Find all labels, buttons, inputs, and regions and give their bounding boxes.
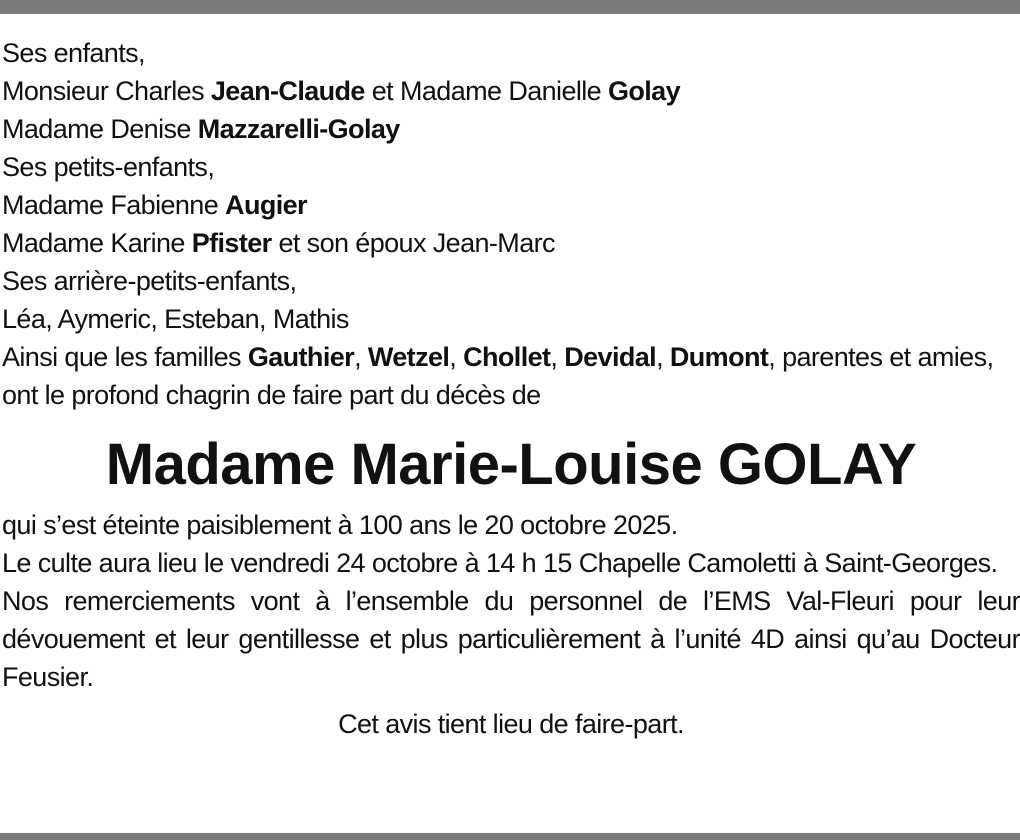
- grandchildren-heading: Ses petits-enfants,: [2, 152, 215, 182]
- families-prefix: Ainsi que les familles: [2, 342, 241, 372]
- great-grandchildren-names: Léa, Aymeric, Esteban, Mathis: [2, 304, 349, 334]
- child1-surname: Jean-Claude: [210, 76, 365, 106]
- grandchild2-prefix: Madame Karine: [2, 228, 185, 258]
- family-name: Wetzel: [367, 342, 450, 372]
- family-name: Devidal: [564, 342, 657, 372]
- child1-spouse-surname: Golay: [607, 76, 681, 106]
- child1-and: et Madame Danielle: [371, 76, 602, 106]
- bottom-rule: [0, 833, 1020, 840]
- service-text: Le culte aura lieu le vendredi 24 octobre à 14 h 15 Chapelle Camoletti à Saint-Georges.: [2, 548, 998, 578]
- obituary-notice: [2, 34, 1020, 743]
- deceased-name: Madame Marie-Louise GOLAY: [105, 432, 917, 497]
- grandchild2-surname: Pfister: [191, 228, 272, 258]
- grandchild1-surname: Augier: [225, 190, 307, 220]
- children-heading: Ses enfants,: [2, 38, 145, 68]
- families-paragraph: Ainsi que les familles Gauthier, Wetzel, Chollet, Devidal, Dumont, parentes et amies,: [2, 342, 994, 372]
- grandchild1-prefix: Madame Fabienne: [2, 190, 219, 220]
- child-entry-2: [2, 110, 1020, 148]
- passing-text: qui s’est éteinte paisiblement à 100 ans le 20 octobre 2025.: [2, 510, 678, 540]
- families-suffix: parentes et amies,: [782, 342, 994, 372]
- child2-surname: Mazzarelli-Golay: [197, 114, 400, 144]
- announcement-line: ont le profond chagrin de faire part du décès de: [2, 380, 541, 410]
- child-entry-1: [2, 72, 1020, 110]
- child1-prefix: Monsieur Charles: [2, 76, 204, 106]
- child2-prefix: Madame Denise: [2, 114, 191, 144]
- grandchild2-suffix: et son époux Jean-Marc: [278, 228, 555, 258]
- great-grandchildren-heading: Ses arrière-petits-enfants,: [2, 266, 297, 296]
- grandchild-entry-1: [2, 186, 1020, 224]
- closing-text: Cet avis tient lieu de faire-part.: [338, 709, 684, 739]
- thanks-text: Nos remerciements vont à l’ensemble du personnel de l’EMS Val-Fleuri pour leur dévouement et leur gentillesse et plus particulièrement à l’unité 4D ainsi qu’au Docteur Feusier.: [2, 586, 1020, 692]
- family-name: Gauthier: [247, 342, 355, 372]
- grandchild-entry-2: [2, 224, 1020, 262]
- family-name: Chollet: [463, 342, 551, 372]
- family-name: Dumont: [669, 342, 769, 372]
- top-rule: [0, 0, 1020, 14]
